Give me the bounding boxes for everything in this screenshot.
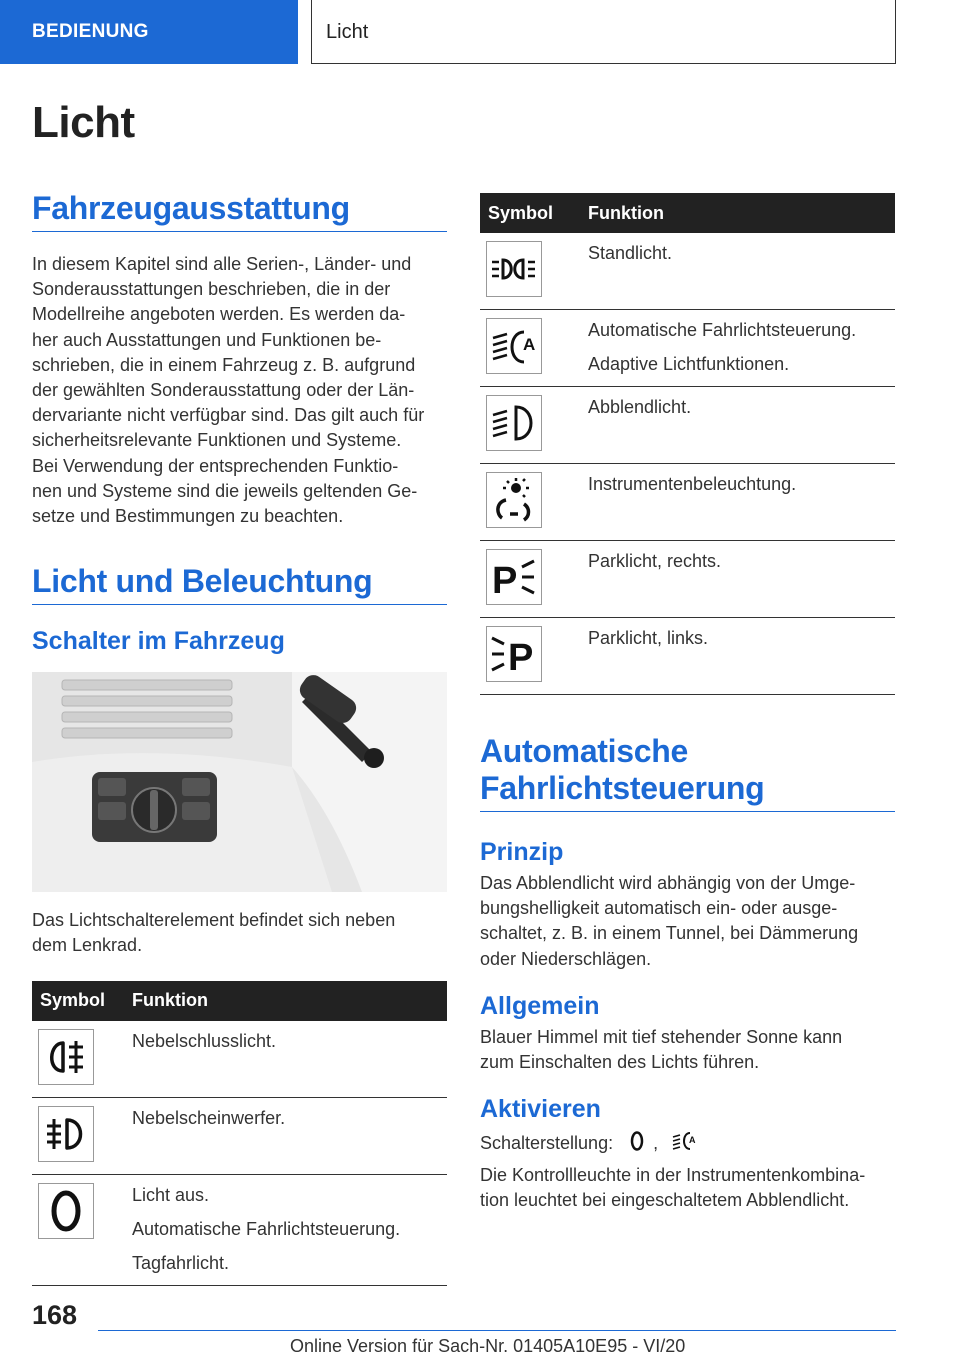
text-line: tion leuchtet bei eingeschaltetem Abblendlicht.: [480, 1190, 850, 1211]
function-text: Licht aus.: [132, 1184, 210, 1205]
text-line: Bei Verwendung der entsprechenden Funktio-: [32, 455, 399, 476]
fahrzeugausstattung-text: [32, 252, 447, 529]
col-function-header: Funktion: [580, 193, 895, 233]
symbol-cell: [480, 387, 580, 464]
prinzip-heading: Prinzip: [480, 838, 564, 866]
fog-front-light-icon: [38, 1106, 94, 1162]
text-line: zum Einschalten des Lichts führen.: [480, 1052, 760, 1073]
table-header-row: [32, 981, 447, 1021]
light-switch-photo: [32, 672, 447, 892]
auto-light-icon: [672, 1130, 698, 1157]
text-line: setze und Bestimmungen zu beachten.: [32, 506, 344, 527]
function-cell: [580, 464, 895, 541]
page-number: 168: [32, 1300, 78, 1330]
function-text: Standlicht.: [588, 243, 673, 263]
function-text: Parklicht, rechts.: [588, 551, 722, 571]
col-symbol-header: Symbol: [32, 981, 124, 1021]
function-text: Tagfahrlicht.: [132, 1252, 230, 1273]
caption-line: Das Lichtschalterelement befindet sich neben: [32, 910, 396, 931]
function-cell: [580, 233, 895, 310]
parking-light-left-icon: [486, 626, 542, 682]
text-line: Modellreihe angeboten werden. Es werden da-: [32, 304, 406, 325]
current-chapter-tab[interactable]: Licht: [311, 0, 896, 64]
schalterstellung-separator: ,: [653, 1133, 659, 1154]
table-row: [480, 464, 895, 541]
table-row: [32, 1021, 447, 1098]
text-line: Blauer Himmel mit tief stehender Sonne kann: [480, 1026, 843, 1047]
footer-online-text[interactable]: Online Version für Sach-Nr. 01405A10E95 - VI/20: [290, 1336, 686, 1356]
text-line: sicherheitsrelevante Funktionen und Systeme.: [32, 430, 402, 451]
symbol-cell: [480, 618, 580, 695]
schalter-heading: Schalter im Fahrzeug: [32, 627, 285, 656]
symbol-cell: [480, 310, 580, 387]
page-title: Licht: [32, 98, 135, 147]
fog-rear-light-icon: [38, 1029, 94, 1085]
table-header-row: [480, 193, 895, 233]
function-cell: [124, 1097, 447, 1174]
header-tab-bar: [0, 0, 960, 66]
function-cell: [580, 541, 895, 618]
prinzip-text: [480, 871, 895, 972]
text-line: schrieben, die in einem Fahrzeug z. B. aufgrund: [32, 354, 416, 375]
function-text: Automatische Fahrlichtsteuerung.: [588, 320, 857, 340]
symbol-cell: [480, 233, 580, 310]
symbol-cell: [480, 541, 580, 618]
right-column: [480, 193, 895, 1214]
table-row: [480, 387, 895, 464]
text-line: her auch Ausstattungen und Funktionen be-: [32, 329, 382, 350]
function-cell: [580, 387, 895, 464]
left-column: [32, 190, 447, 1286]
light-off-icon: [38, 1183, 94, 1239]
svg-text:P: P: [508, 637, 534, 676]
caption-line: dem Lenkrad.: [32, 935, 143, 956]
table-row: [480, 310, 895, 387]
light-off-icon: [629, 1130, 645, 1157]
text-line: Das Abblendlicht wird abhängig von der Umge-: [480, 873, 856, 893]
allgemein-heading: Allgemein: [480, 991, 600, 1020]
text-line: bungshelligkeit automatisch ein- oder ausge-: [480, 898, 838, 919]
auto-fahrlicht-heading: [480, 733, 895, 812]
function-cell: [580, 310, 895, 387]
footer-divider: [98, 1330, 896, 1331]
svg-text:A: A: [523, 335, 536, 354]
allgemein-text: [480, 1025, 895, 1075]
text-line: dervariante nicht verfügbar sind. Das gilt auch für: [32, 405, 425, 426]
col-symbol-header: Symbol: [480, 193, 580, 233]
text-line: schaltet, z. B. in einem Tunnel, bei Dämmerung: [480, 923, 859, 944]
schalterstellung-label: Schalterstellung:: [480, 1133, 614, 1154]
svg-text:P: P: [492, 560, 518, 599]
light-switch-illustration: [32, 672, 447, 892]
fahrzeugausstattung-heading: Fahrzeugausstattung: [32, 190, 447, 232]
table-row: [32, 1174, 447, 1285]
symbol-table-right: [480, 193, 895, 695]
svg-text:A: A: [689, 1135, 696, 1146]
schalterstellung-line: [480, 1130, 895, 1157]
symbol-cell: [32, 1174, 124, 1285]
text-line: In diesem Kapitel sind alle Serien-, Länder- und: [32, 254, 412, 274]
heading-line-1: Automatische: [480, 733, 688, 769]
text-line: nen und Systeme sind die jeweils geltenden Ge-: [32, 480, 418, 501]
function-text: Abblendlicht.: [588, 397, 692, 417]
licht-beleuchtung-heading: Licht und Beleuchtung: [32, 563, 447, 605]
photo-caption: [32, 908, 447, 958]
table-row: [32, 1097, 447, 1174]
text-line: Die Kontrollleuchte in der Instrumentenkombina-: [480, 1165, 866, 1186]
col-function-header: Funktion: [124, 981, 447, 1021]
function-text: Adaptive Lichtfunktionen.: [588, 354, 790, 374]
function-text: Automatische Fahrlichtsteuerung.: [132, 1218, 401, 1239]
low-beam-icon: [486, 395, 542, 451]
function-text: Nebelschlusslicht.: [132, 1030, 277, 1051]
function-cell: [580, 618, 895, 695]
text-line: der gewählten Sonderausstattung oder der Län-: [32, 380, 415, 401]
parking-light-right-icon: [486, 549, 542, 605]
symbol-cell: [480, 464, 580, 541]
parking-light-icon: [486, 241, 542, 297]
table-row: [480, 618, 895, 695]
heading-line-2: Fahrlichtsteuerung: [480, 770, 895, 812]
aktivieren-text: [480, 1163, 895, 1213]
function-text: Parklicht, links.: [588, 628, 709, 648]
instrument-lighting-icon: [486, 472, 542, 528]
section-tab[interactable]: BEDIENUNG: [0, 0, 298, 64]
function-text: Nebelscheinwerfer.: [132, 1107, 286, 1128]
function-text: Instrumentenbeleuchtung.: [588, 474, 797, 494]
text-line: Sonderausstattungen beschrieben, die in der: [32, 279, 391, 300]
function-cell: [124, 1021, 447, 1098]
aktivieren-heading: Aktivieren: [480, 1095, 601, 1124]
function-cell: [124, 1174, 447, 1285]
symbol-cell: [32, 1097, 124, 1174]
symbol-cell: [32, 1021, 124, 1098]
table-row: [480, 233, 895, 310]
text-line: oder Niederschlägen.: [480, 948, 652, 969]
symbol-table-left: [32, 981, 447, 1286]
table-row: [480, 541, 895, 618]
auto-light-icon: [486, 318, 542, 374]
